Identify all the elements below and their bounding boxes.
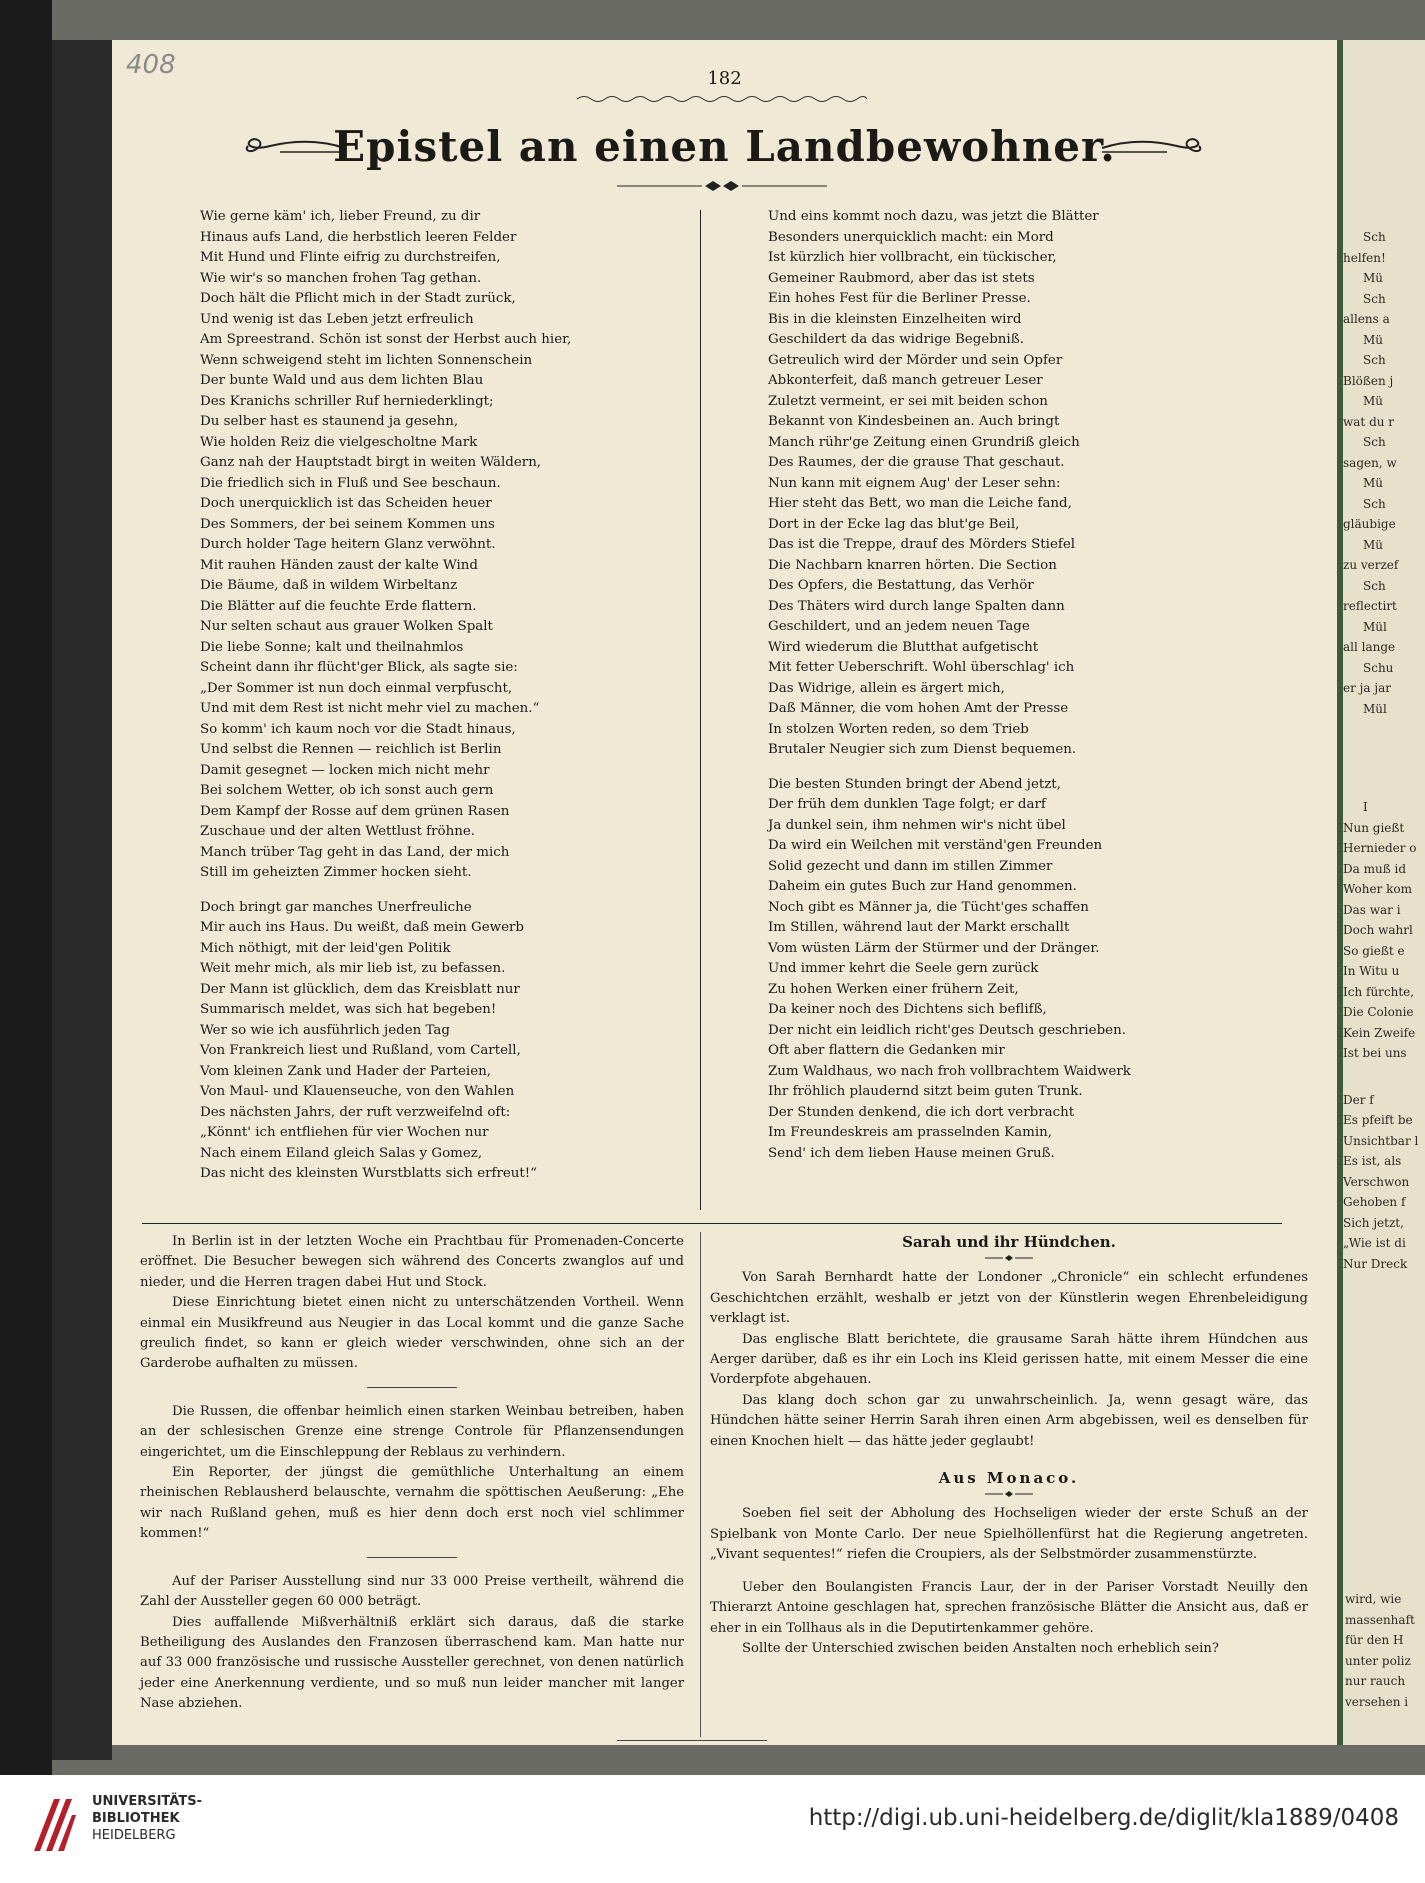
paragraph-separator: [367, 1557, 457, 1558]
poem-line: Des Sommers, der bei seinem Kommen uns: [200, 516, 495, 532]
poem-line: Des Raumes, der die grause That geschaut.: [768, 455, 1065, 470]
poem-line: Still im geheizten Zimmer hocken sieht.: [200, 865, 472, 880]
stanza-break: [768, 761, 1131, 775]
poem-line: Und selbst die Rennen — reichlich ist Berlin: [200, 742, 502, 757]
edge-text-fragment: Gehoben f: [1343, 1195, 1406, 1209]
edge-text-fragment: Sch: [1363, 353, 1386, 367]
poem-line: Daß Männer, die vom hohen Amt der Presse: [768, 701, 1069, 716]
edge-text-fragment: Nur Dreck: [1343, 1256, 1408, 1271]
section-heading-monaco: Aus Monaco.: [938, 1469, 1080, 1488]
poem-line: Die Blätter auf die feuchte Erde flattern.: [200, 598, 477, 614]
poem-line: Scheint dann ihr flücht'ger Blick, als sagte sie:: [200, 660, 518, 675]
poem-line: Vom kleinen Zank und Hader der Parteien,: [200, 1063, 492, 1079]
paragraph: Auf der Pariser Ausstellung sind nur 33 000 Preise vertheilt, während die Zahl der Aussteller gegen 60 000 beträgt.: [140, 1573, 684, 1610]
poem-line: Die Nachbarn knarren hörten. Die Section: [768, 557, 1057, 573]
poem-line: Abkonterfeit, daß manch getreuer Leser: [768, 373, 1043, 388]
poem-line: Bis in die kleinsten Einzelheiten wird: [768, 311, 1022, 327]
paragraph: Diese Einrichtung bietet einen nicht zu unterschätzenden Vortheil. Wenn einmal ein Musikfreund aus Neugier in das Local kommt und die ganze Sache greulich findet, so kann er gleich wieder verschwinden, ohne sich an der Garderobe aufhalten zu müssen.: [140, 1295, 684, 1372]
poem-line: Wie holden Reiz die vielgescholtne Mark: [200, 434, 478, 450]
poem-line: Im Stillen, während laut der Markt erschallt: [768, 920, 1070, 935]
next-page-edge: [1337, 40, 1425, 1745]
poem-line: Der nicht ein leidlich richt'ges Deutsch geschrieben.: [768, 1022, 1126, 1038]
edge-text-fragment: wat du r: [1343, 414, 1395, 429]
edge-text-fragment: Nun gießt: [1343, 820, 1405, 835]
edge-text-fragment: massenhaft: [1345, 1612, 1415, 1627]
article-title: Epistel an einen Landbewohner.: [333, 122, 1116, 171]
edge-text-fragment: Ich fürchte,: [1343, 984, 1415, 999]
newspaper-page: [112, 40, 1337, 1745]
edge-text-fragment: all lange: [1343, 640, 1396, 654]
paragraph-separator: [367, 1387, 457, 1388]
poem-line: Die Bäume, daß in wildem Wirbeltanz: [200, 578, 458, 593]
poem-line: Mit fetter Ueberschrift. Wohl überschlag' ich: [768, 660, 1075, 675]
stanza-break: [200, 884, 571, 898]
edge-text-fragment: Mül: [1363, 701, 1387, 716]
poem-line: Da wird ein Weilchen mit verständ'gen Freunden: [768, 838, 1103, 853]
library-name-line: BIBLIOTHEK: [92, 1811, 180, 1826]
poem-line: So komm' ich kaum noch vor die Stadt hinaus,: [200, 721, 516, 737]
poem-line: Ist kürzlich hier vollbracht, ein tückischer,: [768, 250, 1057, 265]
edge-text-fragment: Mü: [1363, 394, 1384, 408]
poem-line: Die besten Stunden bringt der Abend jetzt,: [768, 776, 1061, 792]
page-number: 182: [707, 68, 742, 89]
library-name-line: UNIVERSITÄTS-: [92, 1794, 202, 1809]
poem-line: Des Thäters wird durch lange Spalten dann: [768, 598, 1065, 614]
poem-line: Gemeiner Raubmord, aber das ist stets: [768, 270, 1035, 286]
edge-text-fragment: Es pfeift be: [1343, 1113, 1413, 1127]
poem-line: Geschildert da das widrige Begebniß.: [768, 332, 1024, 347]
poem-line: Im Freundeskreis am prasselnden Kamin,: [768, 1125, 1053, 1140]
poem-line: Nur selten schaut aus grauer Wolken Spalt: [200, 619, 493, 634]
poem-line: Hinaus aufs Land, die herbstlich leeren Felder: [200, 229, 517, 245]
edge-text-fragment: Blößen j: [1343, 373, 1394, 388]
edge-text-fragment: Schu: [1363, 660, 1394, 675]
poem-line: Daheim ein gutes Buch zur Hand genommen.: [768, 879, 1077, 894]
edge-text-fragment: er ja jar: [1343, 681, 1391, 695]
edge-text-fragment: Es ist, als: [1343, 1154, 1402, 1168]
pencil-annotation: 408: [126, 50, 176, 80]
section-heading-sarah: Sarah und ihr Hündchen.: [902, 1233, 1116, 1251]
poem-line: Die friedlich sich in Fluß und See beschaun.: [200, 475, 501, 491]
edge-text-fragment: versehen i: [1345, 1694, 1409, 1709]
edge-text-fragment: Mü: [1363, 332, 1384, 347]
poem-line: Dem Kampf der Rosse auf dem grünen Rasen: [200, 803, 510, 819]
poem-line: Von Frankreich liest und Rußland, vom Cartell,: [200, 1043, 521, 1058]
page-edge-strip: [1337, 40, 1343, 1745]
edge-text-fragment: Mü: [1363, 537, 1384, 552]
poem-line: Dort in der Ecke lag das blut'ge Beil,: [768, 516, 1020, 532]
poem-line: Geschildert, und an jedem neuen Tage: [768, 619, 1030, 634]
wavy-ornament: [577, 94, 867, 104]
poem-line: Mit Hund und Flinte eifrig zu durchstreifen,: [200, 250, 501, 265]
title-flourish-right-icon: [1097, 136, 1207, 160]
poem-line: Mit rauhen Händen zaust der kalte Wind: [200, 557, 479, 573]
poem-line: Des Kranichs schriller Ruf herniederklingt;: [200, 393, 494, 409]
poem-line: Wer so wie ich ausführlich jeden Tag: [200, 1022, 450, 1038]
poem-line: Und wenig ist das Leben jetzt erfreulich: [200, 311, 474, 327]
edge-text-fragment: I: [1363, 800, 1368, 814]
poem-left-column: [200, 207, 571, 1185]
edge-text-fragment: So gießt e: [1343, 943, 1405, 958]
poem-line: Vom wüsten Lärm der Stürmer und der Dränger.: [768, 940, 1100, 956]
edge-text-fragment: Sch: [1363, 291, 1386, 306]
end-rule: [617, 1740, 767, 1741]
poem-line: Doch bringt gar manches Unerfreuliche: [200, 899, 472, 915]
edge-text-fragment: sagen, w: [1343, 455, 1397, 470]
paragraph: Ueber den Boulangisten Francis Laur, der in der Pariser Vorstadt Neuilly den Thierarzt Antoine geschlagen hat, sprechen französische Blätter die Ansicht aus, daß er eher in ein Tollhaus als in die Deputirtenkammer gehöre.: [710, 1579, 1308, 1636]
edge-text-fragment: Die Colonie: [1343, 1005, 1414, 1019]
column-rule-lower: [700, 1232, 701, 1737]
edge-text-fragment: Unsichtbar l: [1343, 1133, 1419, 1148]
edge-text-fragment: „Wie ist di: [1343, 1236, 1406, 1250]
poem-line: Oft aber flattern die Gedanken mir: [768, 1043, 1005, 1058]
edge-text-fragment: Woher kom: [1343, 882, 1412, 896]
edge-text-fragment: nur rauch: [1345, 1674, 1406, 1688]
poem-line: Und mit dem Rest ist nicht mehr viel zu machen.“: [200, 701, 540, 716]
poem-line: Getreulich wird der Mörder und sein Opfer: [768, 352, 1063, 368]
miscellany-column: [140, 1232, 684, 1715]
edge-text-fragment: Mü: [1363, 476, 1384, 490]
poem-line: Ja dunkel sein, ihm nehmen wir's nicht übel: [768, 817, 1066, 833]
poem-line: „Der Sommer ist nun doch einmal verpfuscht,: [200, 680, 513, 696]
edge-text-fragment: allens a: [1343, 312, 1390, 326]
edge-text-fragment: In Witu u: [1343, 964, 1400, 978]
section-rule: [142, 1223, 1282, 1224]
poem-line: Wie gerne käm' ich, lieber Freund, zu dir: [200, 209, 481, 224]
poem-line: Ein hohes Fest für die Berliner Presse.: [768, 291, 1031, 306]
poem-line: Hier steht das Bett, wo man die Leiche fand,: [768, 496, 1072, 511]
heading-ornament-icon: [985, 1254, 1033, 1262]
edge-text-fragment: Sich jetzt,: [1343, 1215, 1404, 1230]
poem-line: Zuletzt vermeint, er sei mit beiden schon: [768, 393, 1048, 409]
poem-line: Noch gibt es Männer ja, die Tücht'ges schaffen: [768, 899, 1089, 915]
poem-line: Mich nöthigt, mit der leid'gen Politik: [200, 940, 451, 956]
poem-line: Doch unerquicklich ist das Scheiden heuer: [200, 496, 492, 511]
poem-line: Solid gezecht und dann im stillen Zimmer: [768, 858, 1053, 874]
poem-line: Zuschaue und der alten Wettlust fröhne.: [200, 824, 476, 839]
poem-line: Des Opfers, die Bestattung, das Verhör: [768, 578, 1034, 593]
edge-text-fragment: für den H: [1345, 1633, 1404, 1647]
edge-text-fragment: Sch: [1363, 496, 1386, 511]
poem-line: Manch rühr'ge Zeitung einen Grundriß gleich: [768, 434, 1080, 450]
poem-line: Das nicht des kleinsten Wurstblatts sich erfreut!“: [200, 1166, 538, 1181]
footer-bar: [0, 1775, 1425, 1883]
edge-text-fragment: Mü: [1363, 271, 1384, 285]
paragraph: Die Russen, die offenbar heimlich einen starken Weinbau betreiben, haben an der schlesischen Grenze eine strenge Controle für Pflanzensendungen eingerichtet, um die Einschleppung der Reblaus zu verhindern.: [140, 1403, 684, 1460]
poem-line: Nun kann mit eignem Aug' der Leser sehn:: [768, 475, 1061, 491]
poem-line: Wie wir's so manchen frohen Tag gethan.: [200, 270, 482, 286]
edge-text-fragment: Der f: [1343, 1092, 1374, 1107]
poem-line: Die liebe Sonne; kalt und theilnahmlos: [200, 639, 464, 655]
edge-text-fragment: zu verzef: [1343, 558, 1399, 572]
poem-line: Brutaler Neugier sich zum Dienst bequemen.: [768, 742, 1077, 757]
poem-line: „Könnt' ich entfliehen für vier Wochen nur: [200, 1125, 489, 1140]
poem-line: Der Stunden denkend, die ich dort verbracht: [768, 1104, 1075, 1120]
poem-line: Am Spreestrand. Schön ist sonst der Herbst auch hier,: [200, 332, 572, 347]
source-url-link[interactable]: http://digi.ub.uni-heidelberg.de/diglit/kla1889/0408: [808, 1805, 1399, 1831]
poem-line: Und immer kehrt die Seele gern zurück: [768, 961, 1039, 976]
edge-text-fragment: Sch: [1363, 435, 1386, 449]
edge-text-fragment: Das war i: [1343, 902, 1401, 917]
edge-text-fragment: reflectirt: [1343, 599, 1397, 613]
poem-line: Nach einem Eiland gleich Salas y Gomez,: [200, 1145, 483, 1161]
edge-text-fragment: unter poliz: [1345, 1653, 1411, 1668]
poem-line: Da keiner noch des Dichtens sich beflifß,: [768, 1002, 1047, 1017]
poem-line: Und eins kommt noch dazu, was jetzt die Blätter: [768, 209, 1099, 224]
news-column: [710, 1232, 1308, 1659]
library-name: [92, 1793, 202, 1844]
title-divider-ornament: [617, 180, 827, 192]
poem-line: Summarisch meldet, was sich hat begeben!: [200, 1002, 497, 1017]
heading-ornament-icon: [985, 1490, 1033, 1498]
edge-text-fragment: Sch: [1363, 230, 1386, 244]
library-logo-icon: [28, 1791, 78, 1855]
poem-line: Du selber hast es staunend ja gesehn,: [200, 414, 459, 429]
paragraph: Soeben fiel seit der Abholung des Hochseligen wieder der erste Schuß an der Spielbank von Monte Carlo. Der neue Spielhöllenfürst hat die Regierung angetreten. „Vivant sequentes!“ riefen die Croupiers, als der Selbstmörder zusammenstürzte.: [710, 1506, 1308, 1563]
paragraph: Dies auffallende Mißverhältniß erklärt sich daraus, daß die starke Betheiligung des Auslandes den Franzosen überraschend kam. Man hatte nur auf 33 000 französische und russische Aussteller gerechnet, von denen natürlich jeder eine Anerkennung verdiente, und so muß nun leider mancher mit langer Nase abziehen.: [140, 1614, 684, 1712]
poem-line: Wird wiederum die Blutthat aufgetischt: [768, 639, 1039, 655]
paragraph: Ein Reporter, der jüngst die gemüthliche Unterhaltung an einem rheinischen Reblausherd belauschte, vernahm die spöttischen Aeußerung: „Ehe wir nach Rußland gehen, muß es hier denn doch erst noch viel schlimmer kommen!“: [140, 1465, 684, 1542]
paragraph: Sollte der Unterschied zwischen beiden Anstalten noch erheblich sein?: [742, 1640, 1219, 1656]
library-name-line: HEIDELBERG: [92, 1828, 176, 1843]
poem-line: In stolzen Worten reden, so dem Trieb: [768, 721, 1029, 737]
edge-text-fragment: Ist bei uns: [1343, 1046, 1407, 1060]
poem-line: Bekannt von Kindesbeinen an. Auch bringt: [768, 414, 1060, 429]
poem-line: Zu hohen Werken einer frühern Zeit,: [768, 981, 1019, 997]
poem-line: Ihr fröhlich plaudernd sitzt beim guten Trunk.: [768, 1084, 1083, 1099]
paragraph: Von Sarah Bernhardt hatte der Londoner „Chronicle“ ein schlecht erfundenes Geschichtchen erzählt, weshalb er jetzt von der Künstlerin wegen Ehrenbeleidigung verklagt ist.: [710, 1270, 1308, 1327]
edge-text-fragment: gläubige: [1343, 517, 1396, 531]
poem-line: Von Maul- und Klauenseuche, von den Wahlen: [200, 1084, 515, 1099]
poem-line: Wenn schweigend steht im lichten Sonnenschein: [200, 352, 533, 368]
poem-line: Doch hält die Pflicht mich in der Stadt zurück,: [200, 291, 516, 306]
edge-text-fragment: Hernieder o: [1343, 841, 1417, 855]
edge-text-fragment: wird, wie: [1345, 1592, 1402, 1606]
poem-line: Ganz nah der Hauptstadt birgt in weiten Wäldern,: [200, 455, 542, 470]
poem-line: Mir auch ins Haus. Du weißt, daß mein Gewerb: [200, 920, 524, 935]
edge-text-fragment: Mül: [1363, 619, 1387, 634]
poem-line: Manch trüber Tag geht in das Land, der mich: [200, 844, 510, 860]
poem-line: Send' ich dem lieben Hause meinen Gruß.: [768, 1145, 1055, 1161]
edge-text-fragment: Sch: [1363, 578, 1386, 593]
poem-line: Das ist die Treppe, drauf des Mörders Stiefel: [768, 537, 1076, 552]
edge-text-fragment: Doch wahrl: [1343, 923, 1413, 937]
poem-line: Der bunte Wald und aus dem lichten Blau: [200, 373, 484, 388]
paragraph: Das klang doch schon gar zu unwahrscheinlich. Ja, wenn gesagt wäre, das Hündchen hätte seiner Herrin Sarah ihren einen Arm abgebissen, weil es denselben für einen Knochen hielt — das hätte jeder geglaubt!: [710, 1392, 1308, 1449]
edge-text-fragment: Verschwon: [1343, 1174, 1410, 1189]
edge-text-fragment: helfen!: [1343, 250, 1386, 265]
poem-line: Weit mehr mich, als mir lieb ist, zu befassen.: [200, 961, 506, 976]
poem-line: Damit gesegnet — locken mich nicht mehr: [200, 762, 490, 778]
poem-line: Der früh dem dunklen Tage folgt; er darf: [768, 797, 1046, 812]
poem-line: Durch holder Tage heitern Glanz verwöhnt.: [200, 537, 496, 552]
poem-line: Bei solchem Wetter, ob ich sonst auch gern: [200, 783, 494, 798]
paragraph: Das englische Blatt berichtete, die grausame Sarah hätte ihrem Hündchen aus Aerger darüber, daß es ihr ein Loch ins Kleid gerissen hatte, mit einem Messer die eine Vorderpfote abgehauen.: [710, 1331, 1308, 1388]
poem-line: Der Mann ist glücklich, dem das Kreisblatt nur: [200, 981, 520, 997]
poem-line: Zum Waldhaus, wo nach froh vollbrachtem Waidwerk: [768, 1063, 1131, 1079]
column-rule: [700, 210, 701, 1210]
edge-text-fragment: Da muß id: [1343, 861, 1407, 876]
book-binding: [0, 0, 52, 1775]
edge-text-fragment: Kein Zweife: [1343, 1025, 1416, 1040]
paragraph: In Berlin ist in der letzten Woche ein Prachtbau für Promenaden-Concerte eröffnet. Die Besucher bewegen sich während des Concerts zwanglos auf und nieder, und die Herren tragen dabei Hut und Stock.: [140, 1234, 684, 1290]
poem-line: Des nächsten Jahrs, der ruft verzweifelnd oft:: [200, 1104, 511, 1120]
poem-line: Das Widrige, allein es ärgert mich,: [768, 680, 1005, 696]
book-spine-shadow: [52, 40, 112, 1760]
poem-right-column: [768, 207, 1131, 1164]
poem-line: Besonders unerquicklich macht: ein Mord: [768, 229, 1054, 245]
